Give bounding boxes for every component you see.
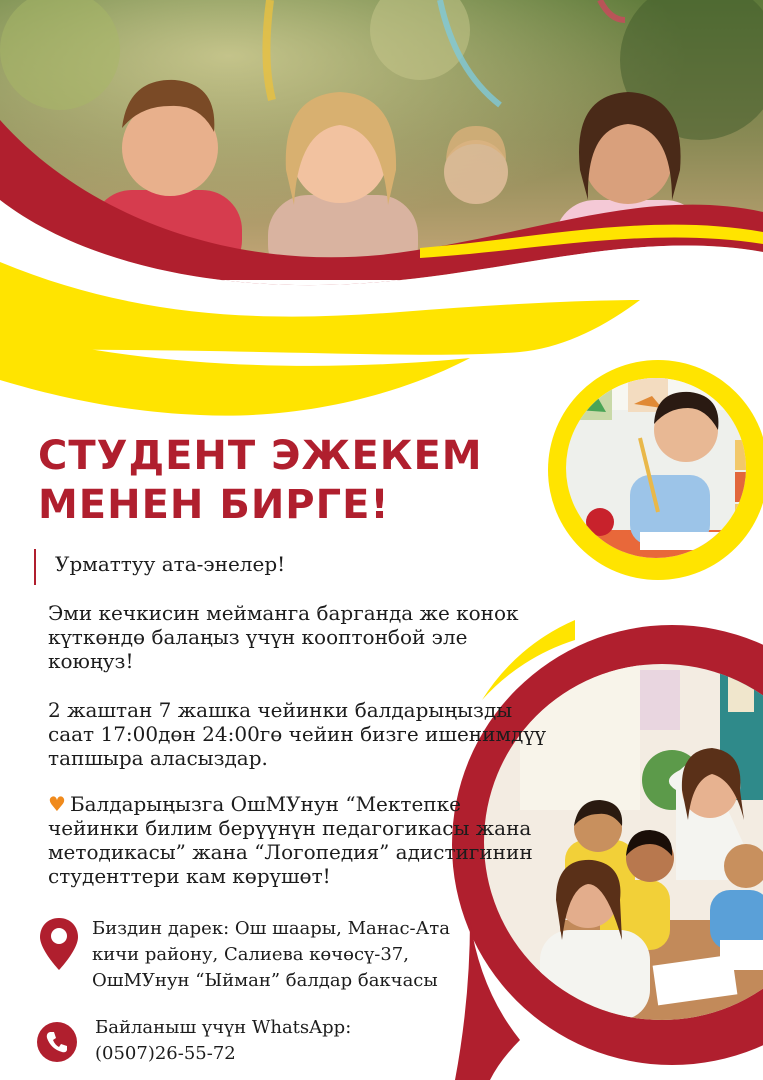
greeting-text: Урматтуу ата-энелер! [55,552,286,576]
paragraph-worry-free: Эми кечкисин мейманга барганда же конок күткөндө балаңыз үчүн кооптонбой эле коюңуз! [48,601,519,673]
phone-icon [36,1021,78,1063]
poster-title [38,432,538,530]
title-line-1: СТУДЕНТ ЭЖЕКЕМ [38,433,483,479]
paragraph-students [48,792,548,888]
contact-phone[interactable]: (0507)26-55-72 [95,1043,236,1064]
address-text: Биздин дарек: Ош шаары, Манас-Ата кичи району, Салиева көчөсү-37, ОшМУнун “Ыйман” балдар бакчасы [92,918,450,991]
title-line-2: МЕНЕН БИРГЕ! [38,482,390,528]
contact-label: Байланыш үчүн WhatsApp: [95,1017,352,1038]
heart-icon: ♥ [48,792,66,816]
greeting-accent-bar [34,549,36,585]
paragraph-age-hours: 2 жаштан 7 жашка чейинки балдарыңызды саат 17:00дөн 24:00гө чейин бизге ишенимдүү тапшыра аласыздар. [48,698,546,770]
paragraph-students-text: Балдарыңызга ОшМУнун “Мектепке чейинки билим берүүнүн педагогикасы жана методикасы” жана “Логопедия” адистигинин студенттери кам көрүшөт! [48,792,533,888]
contact-block [95,1015,435,1067]
location-pin-icon [38,916,80,972]
